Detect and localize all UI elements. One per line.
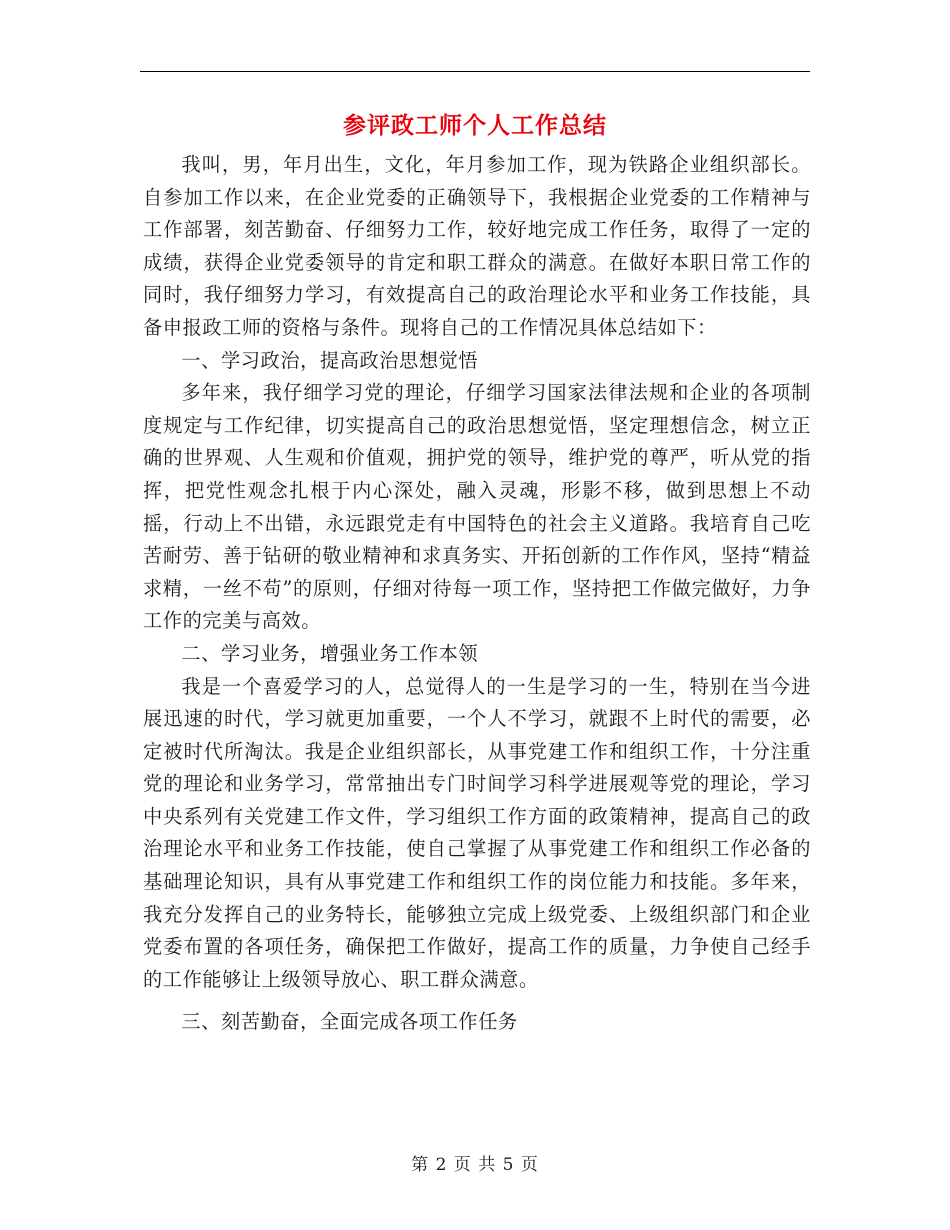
section-paragraph-1: 多年来，我仔细学习党的理论，仔细学习国家法律法规和企业的各项制度规定与工作纪律，切实提高自己的政治思想觉悟，坚定理想信念，树立正确的世界观、人生观和价值观，拥护党的领导，维护党的尊严，听从党的指挥，把党性观念扎根于内心深处，融入灵魂，形影不移，做到思想上不动摇，行动上不出错，永远跟党走有中国特色的社会主义道路。我培育自己吃苦耐劳、善于钻研的敬业精神和求真务实、开拓创新的工作作风，坚持“精益求精，一丝不苟”的原则，仔细对待每一项工作，坚持把工作做完做好，力争工作的完美与高效。 bbox=[143, 381, 811, 633]
page-number: 第 2 页 共 5 页 bbox=[411, 1155, 539, 1175]
section-paragraph-2: 我是一个喜爱学习的人，总觉得人的一生是学习的一生，特别在当今进展迅速的时代，学习就更加重要，一个人不学习，就跟不上时代的需要，必定被时代所淘汰。我是企业组织部长，从事党建工作和组织工作，十分注重党的理论和业务学习，常常抽出专门时间学习科学进展观等党的理论，学习中央系列有关党建工作文件，学习组织工作方面的政策精神，提高自己的政治理论水平和业务工作技能，使自己掌握了从事党建工作和组织工作必备的基础理论知识，具有从事党建工作和组织工作的岗位能力和技能。多年来，我充分发挥自己的业务特长，能够独立完成上级党委、上级组织部门和企业党委布置的各项任务，确保把工作做好，提高工作的质量，力争使自己经手的工作能够让上级领导放心、职工群众满意。 bbox=[143, 674, 811, 991]
intro-paragraph: 我叫，男，年月出生，文化，年月参加工作，现为铁路企业组织部长。自参加工作以来，在企业党委的正确领导下，我根据企业党委的工作精神与工作部署，刻苦勤奋、仔细努力工作，较好地完成工作任务，取得了一定的成绩，获得企业党委领导的肯定和职工群众的满意。在做好本职日常工作的同时，我仔细努力学习，有效提高自己的政治理论水平和业务工作技能，具备申报政工师的资格与条件。现将自己的工作情况具体总结如下： bbox=[143, 153, 811, 339]
section-heading-1: 一、学习政治，提高政治思想觉悟 bbox=[181, 348, 479, 372]
document-body bbox=[143, 149, 811, 1039]
section-heading-2: 二、学习业务，增强业务工作本领 bbox=[181, 641, 479, 665]
section-heading-3: 三、刻苦勤奋，全面完成各项工作任务 bbox=[181, 1010, 518, 1034]
header-rule bbox=[140, 71, 810, 72]
document-title: 参评政工师个人工作总结 bbox=[343, 112, 607, 139]
